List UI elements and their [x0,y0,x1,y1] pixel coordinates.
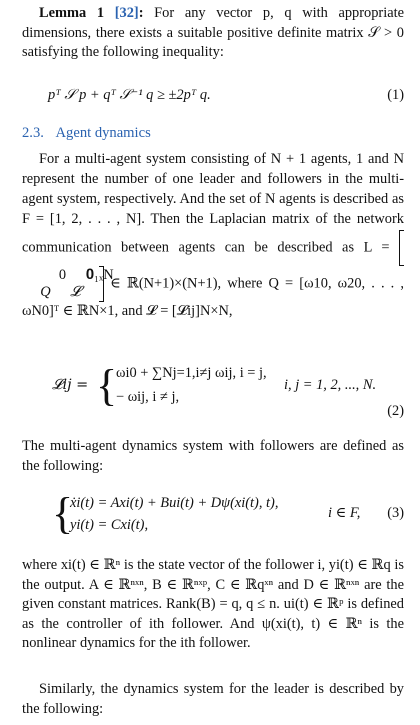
equation-3-case: yi(t) = Cxi(t), [70,516,149,533]
paragraph-leader [22,680,404,719]
equation-2 [22,361,404,419]
equation-3-brace: { [52,489,74,538]
lemma-colon: : [138,5,144,21]
equation-2-case: − ωij, i ≠ j, [116,388,180,405]
paragraph-followers-text: The multi-agent dynamics system with followers are defined as the following: [22,438,404,474]
equation-3 [22,489,404,540]
equation-1-body: pᵀ 𝒮 p + qᵀ 𝒮⁻¹ q ≥ ±2pᵀ q. [48,87,211,103]
matrix-cell: 0 [58,266,67,283]
paragraph-leader-text: Similarly, the dynamics system for the leader is described by the following: [22,681,404,717]
paragraph-agents [22,150,404,322]
section-title: Agent dynamics [55,125,151,141]
lemma-text: For any vector p, q with appropriate dimensions, there exists a suitable positive definite matrix 𝒮 > 0 satisfying the following inequality: [22,5,404,61]
equation-3-condition: i ∈ F, [328,505,361,521]
lemma-block [22,4,404,63]
equation-2-cases [116,364,267,407]
matrix-cell: 𝓛 [70,283,81,300]
paragraph-followers [22,437,404,476]
equation-3-number: (3) [387,505,404,521]
lemma-label: Lemma 1 [39,5,105,21]
equation-3-case: ẋi(t) = Axi(t) + Bui(t) + Dψ(xi(t), t), [70,495,279,511]
laplacian-matrix [22,266,114,301]
equation-1-number: (1) [387,87,404,103]
matrix-left-bracket [399,230,404,266]
equation-2-brace: { [96,361,118,410]
section-heading [22,124,404,144]
matrix-cell: Q [40,283,51,300]
paragraph-state-text: where xi(t) ∈ ℝⁿ is the state vector of the follower i, yi(t) ∈ ℝq is the output. A ∈ ℝⁿˣⁿ, B ∈ ℝⁿˣᵖ, C ∈ ℝqˣⁿ and D ∈ ℝⁿˣⁿ are the given constant matrices. Rank(B) = q, q ≤ n. ui(t) ∈ ℝᵖ is defined as the controller of ith follower. And ψ(xi(t), t) ∈ ℝⁿ is the nonlinear dynamics for the ith follower. [22,557,404,652]
equation-2-condition: i, j = 1, 2, ..., N. [284,377,377,393]
matrix-cell: 𝟎₁ₓN [86,266,114,283]
equation-3-cases [70,494,278,535]
equation-2-case: ωi0 + ∑Nj=1,i≠j ωij, i = j, [116,365,267,381]
paragraph-agents-text-continued: ∈ ℝ(N+1)×(N+1), where Q = [ω10, ω20, . . . , ωN0]ᵀ ∈ ℝN×1, and 𝓛 = [𝓛ij]N×N, [22,274,404,319]
citation-link[interactable]: [32] [114,5,139,21]
equation-2-lhs: 𝓛ij = [52,377,89,393]
section-number: 2.3. [22,125,44,141]
paragraph-agents-text: For a multi-agent system consisting of N + 1 agents, 1 and N represent the number of one leader and followers in the multi-agent system, respectively. And the set of N agents is described as F = [1, 2, . . . , N]. Then the Laplacian matrix of the network communication between agents can be described as L = [22,151,404,255]
paragraph-state-definitions [22,556,404,654]
matrix-right-bracket [99,266,104,302]
equation-2-number: (2) [387,403,404,419]
